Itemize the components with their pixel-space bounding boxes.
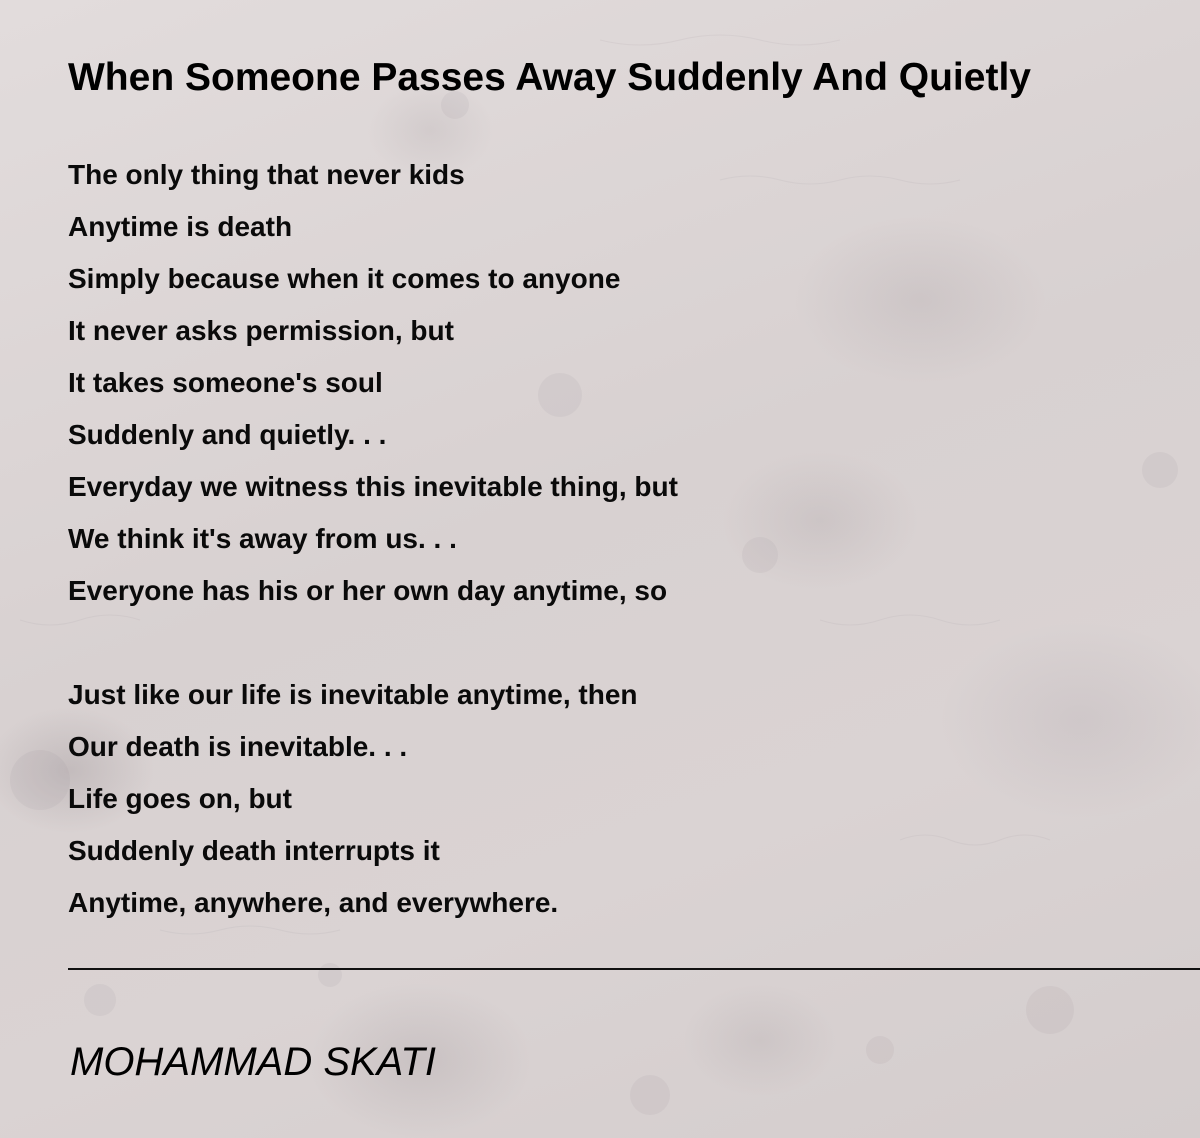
poem-line: Suddenly and quietly. . . <box>68 419 387 450</box>
poem-line: Anytime, anywhere, and everywhere. <box>68 887 559 918</box>
poem-title: When Someone Passes Away Suddenly And Quietly <box>68 56 1031 99</box>
stanza <box>68 669 678 929</box>
poem-line: Simply because when it comes to anyone <box>68 263 621 294</box>
poem-line: Everyday we witness this inevitable thing, but <box>68 471 678 502</box>
poem-body <box>68 149 678 929</box>
poem-line: The only thing that never kids <box>68 159 465 190</box>
poem-line: Everyone has his or her own day anytime, so <box>68 575 668 606</box>
divider-line <box>68 968 1200 970</box>
poem-line: It never asks permission, but <box>68 315 454 346</box>
poem-line: Just like our life is inevitable anytime, then <box>68 679 638 710</box>
poem-line: It takes someone's soul <box>68 367 383 398</box>
poem-line: Suddenly death interrupts it <box>68 835 440 866</box>
poem-line: Anytime is death <box>68 211 293 242</box>
poem-line: We think it's away from us. . . <box>68 523 457 554</box>
author-name: MOHAMMAD SKATI <box>70 1040 436 1084</box>
poem-line: Life goes on, but <box>68 783 292 814</box>
poem-line: Our death is inevitable. . . <box>68 731 408 762</box>
stanza <box>68 149 678 617</box>
